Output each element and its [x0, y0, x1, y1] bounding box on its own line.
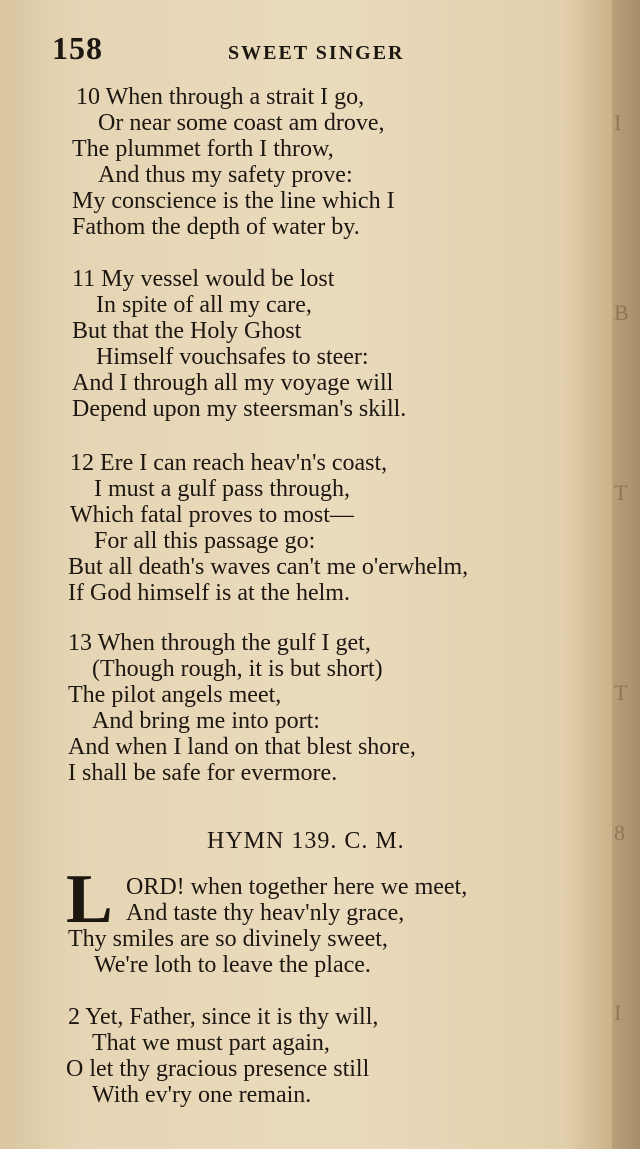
verse-line: 13 When through the gulf I get,	[68, 630, 371, 656]
running-title: SWEET SINGER	[228, 42, 405, 64]
verse-line: For all this passage go:	[94, 528, 316, 554]
verse-line: And I through all my voyage will	[72, 370, 394, 396]
verse-line: Which fatal proves to most—	[70, 502, 354, 528]
hymn-title: HYMN 139. C. M.	[207, 828, 405, 854]
drop-cap: L	[66, 861, 113, 938]
verse-line: And when I land on that blest shore,	[68, 734, 416, 760]
bleed-through-mark: T	[614, 680, 628, 705]
verse-line: The plummet forth I throw,	[72, 136, 334, 162]
verse-line: 12 Ere I can reach heav'n's coast,	[70, 450, 388, 476]
verse-line: 10 When through a strait I go,	[76, 84, 365, 110]
bleed-through-mark: I	[614, 1000, 622, 1025]
verse-line: 2 Yet, Father, since it is thy will,	[68, 1004, 379, 1030]
verse-line: The pilot angels meet,	[68, 682, 282, 708]
adjacent-page-edge	[612, 0, 640, 1149]
verse-line: If God himself is at the helm.	[68, 580, 350, 606]
verse-line: (Though rough, it is but short)	[92, 656, 383, 682]
verse-line: And taste thy heav'nly grace,	[126, 900, 405, 926]
bleed-through-mark: I	[614, 110, 622, 135]
bleed-through-mark: B	[614, 300, 629, 325]
bleed-through-mark: 8	[614, 820, 625, 845]
bleed-through-mark: T	[614, 480, 628, 505]
page-number: 158	[52, 30, 103, 66]
verse-line: We're loth to leave the place.	[94, 952, 371, 978]
verse-line: Thy smiles are so divinely sweet,	[68, 926, 388, 952]
verse-line: 11 My vessel would be lost	[72, 266, 335, 292]
verse-line: But all death's waves can't me o'erwhelm,	[68, 554, 469, 580]
verse-line: That we must part again,	[92, 1030, 330, 1056]
verse-line: And bring me into port:	[92, 708, 320, 734]
verse-line: But that the Holy Ghost	[72, 318, 302, 344]
verse-line: I must a gulf pass through,	[94, 476, 350, 502]
verse-line: My conscience is the line which I	[72, 188, 395, 214]
verse-line: In spite of all my care,	[96, 292, 312, 318]
verse-line: And thus my safety prove:	[98, 162, 353, 188]
verse-line: O let thy gracious presence still	[66, 1056, 370, 1082]
verse-line: Himself vouchsafes to steer:	[96, 344, 369, 370]
verse-line: ORD! when together here we meet,	[126, 874, 468, 900]
verse-line: With ev'ry one remain.	[92, 1082, 312, 1108]
verse-line: Fathom the depth of water by.	[72, 214, 360, 240]
verse-line: Or near some coast am drove,	[98, 110, 385, 136]
verse-line: Depend upon my steersman's skill.	[72, 396, 407, 422]
verse-line: I shall be safe for evermore.	[68, 760, 338, 786]
